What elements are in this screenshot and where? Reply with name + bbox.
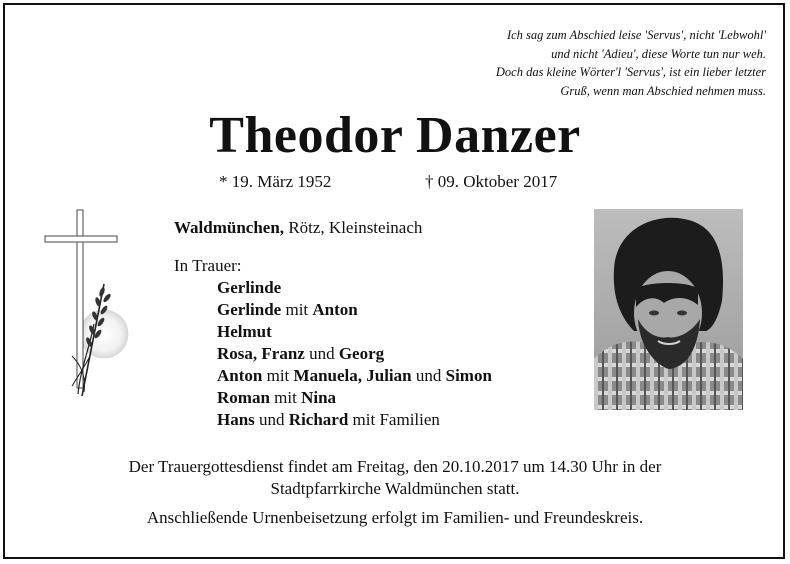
poem-line: Ich sag zum Abschied leise 'Servus', nicht 'Lebwohl' xyxy=(506,28,766,42)
poem-line: und nicht 'Adieu', diese Worte tun nur weh. xyxy=(551,46,766,61)
main-place: Waldmünchen, xyxy=(174,218,285,237)
mourner-line xyxy=(217,321,492,343)
mourner-name: Roman xyxy=(217,388,270,407)
mourner-connector: mit xyxy=(281,300,313,319)
mourner-name: Gerlinde xyxy=(217,300,282,319)
mourner-name: Simon xyxy=(445,366,492,385)
mourner-line xyxy=(217,409,492,431)
service-line: Der Trauergottesdienst findet am Freitag, den 20.10.2017 um 14.30 Uhr in der xyxy=(128,457,662,476)
mourner-name: Rosa, Franz xyxy=(217,344,305,363)
farewell-poem xyxy=(386,26,766,100)
mourning-label: In Trauer: xyxy=(174,256,242,275)
mourner-connector: und xyxy=(254,410,289,429)
mourner-name: Nina xyxy=(301,388,337,407)
mourner-connector: mit Familien xyxy=(348,410,440,429)
mourner-name: Anton xyxy=(217,366,263,385)
deceased-name: Theodor Danzer xyxy=(209,107,581,164)
poem-line: Gruß, wenn man Abschied nehmen muss. xyxy=(560,83,766,98)
mourner-name: Hans xyxy=(217,410,255,429)
mourner-connector: mit xyxy=(269,388,302,407)
mourner-line xyxy=(217,277,492,299)
mourner-name: Gerlinde xyxy=(217,278,282,297)
places-line xyxy=(174,218,422,238)
urn-burial-note: Anschließende Urnenbeisetzung erfolgt im Familien- und Freundeskreis. xyxy=(146,508,644,527)
mourner-name: Helmut xyxy=(217,322,272,341)
cross-with-wheat-icon xyxy=(42,206,134,402)
mourner-name: Georg xyxy=(338,344,385,363)
other-places: Rötz, Kleinsteinach xyxy=(284,218,423,237)
death-date: † 09. Oktober 2017 xyxy=(425,172,558,191)
mourner-line xyxy=(217,299,492,321)
mourner-connector: und xyxy=(304,344,339,363)
mourner-name: Anton xyxy=(312,300,358,319)
service-announcement xyxy=(0,456,790,500)
birth-date: * 19. März 1952 xyxy=(219,172,332,191)
mourner-name: Richard xyxy=(288,410,349,429)
mourner-line xyxy=(217,365,492,387)
mourner-line xyxy=(217,343,492,365)
mourner-connector: und xyxy=(411,366,446,385)
mourner-name: Manuela, Julian xyxy=(293,366,412,385)
mourners-list xyxy=(217,277,492,431)
portrait-photo xyxy=(594,209,743,410)
mourner-connector: mit xyxy=(262,366,294,385)
mourner-line xyxy=(217,387,492,409)
service-line: Stadtpfarrkirche Waldmünchen statt. xyxy=(270,479,520,498)
poem-line: Doch das kleine Wörter'l 'Servus', ist ein lieber letzter xyxy=(495,65,766,80)
